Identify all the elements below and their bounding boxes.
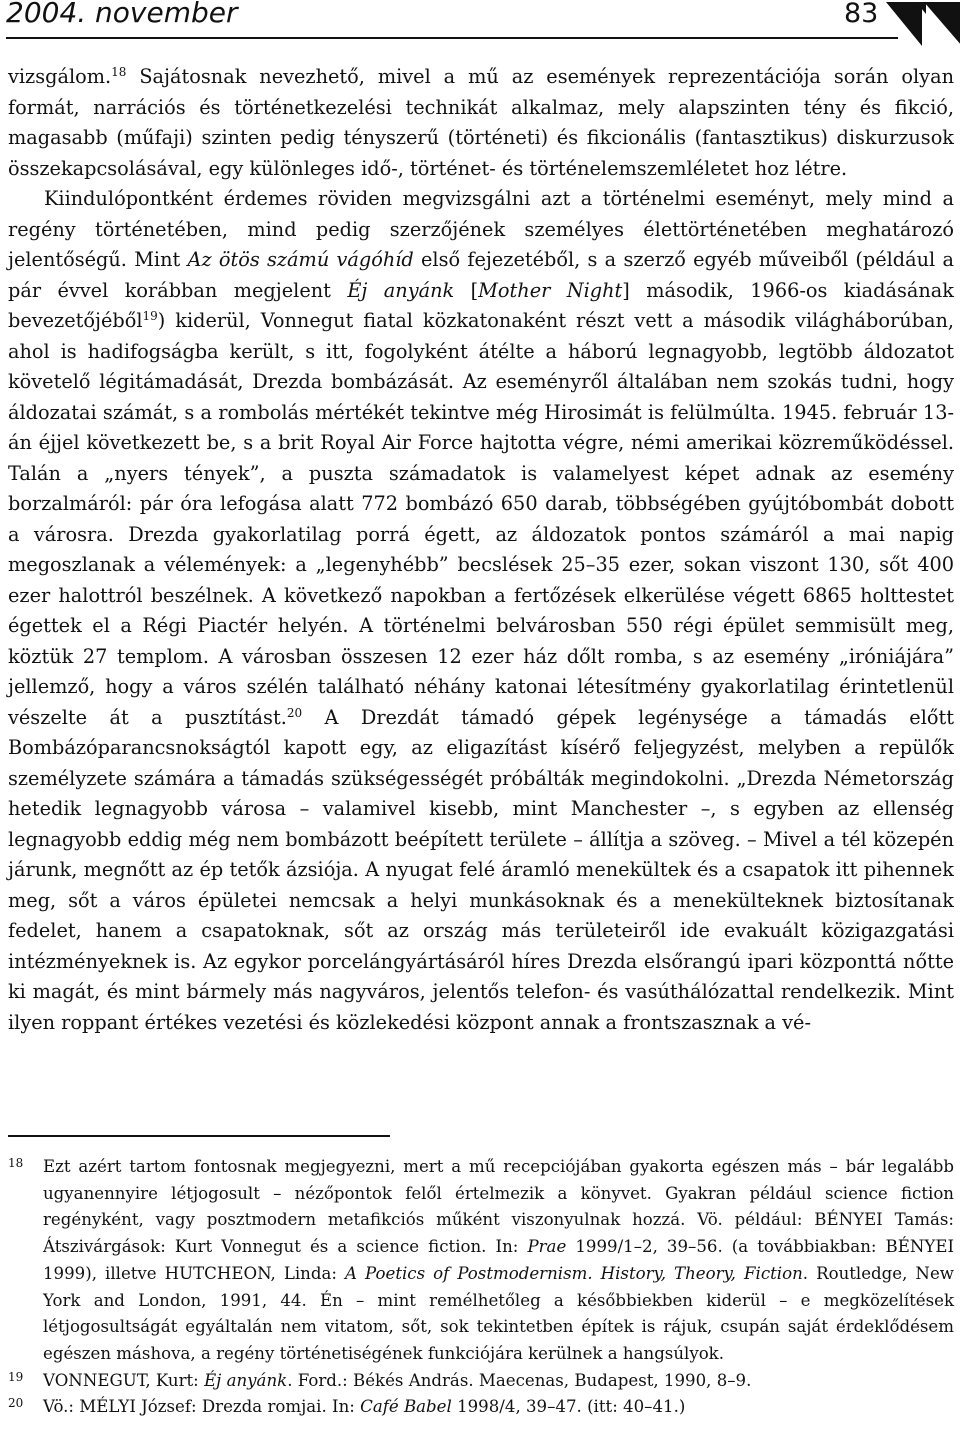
book-title: Mother Night — [478, 278, 623, 302]
footnotes — [8, 1154, 954, 1421]
book-title: Éj anyánk — [347, 278, 455, 302]
text-run: Kiindulópontként érdemes röviden megvizsgálni azt a történelmi eseményt, mely mind a regény történetében, mind pedig szerzőjének személyes élettörténetében meghatározó jelentőségű. Mint — [8, 187, 954, 271]
text-run: ) kiderül, Vonnegut fiatal közkatonaként részt vett a második világháborúban, ahol is hadifogságba került, s itt, fogolyként átélte a háború legnagyobb, legtöbb áldozatot követelő légitámadását, Drezda bombázását. Az eseményről általában nem szokás tudni, hogy áldozatai számát, s a rombolás mértékét tekintve még Hirosimát is felülmúlta. 1945. február 13-án éjjel következett be, s a brit Royal Air Force hajtotta végre, némi amerikai közreműködéssel. Talán a „nyers tények”, a puszta számadatok is valamelyest képet adnak az esemény borzalmáról: pár óra lefogása alatt 772 bombázó 650 darab, többségében gyújtóbombát dobott a városra. Drezda gyakorlatilag porrá égett, az áldozatok pontos számáról a mai napig megoszlanak a vélemények: a „legenyhébb” becslések 25–35 ezer, sokan viszont 130, sőt 400 ezer halottról beszélnek. A következő napokban a fertőzések elkerülése végett 6865 holttestet égettek el a Régi Piactér helyén. A történelmi belvárosban 550 régi épület semmisült meg, köztük 27 templom. A városban összesen 12 ezer ház dőlt romba, s az esemény „iróniájára” jellemző, hogy a város szélén található néhány katonai létesítmény gyakorlatilag érintetlenül vészelte át a pusztítást. — [8, 309, 954, 729]
book-title: Éj anyánk — [204, 1370, 288, 1390]
footnote-ref-20: 20 — [286, 705, 303, 720]
text-run: vizsgálom. — [8, 65, 112, 88]
text-run: 1998/4, 39–47. (itt: 40–41.) — [451, 1397, 686, 1417]
paragraph-1 — [8, 62, 954, 184]
text-run: [ — [454, 278, 479, 302]
text-run: A Drezdát támadó gépek legénysége a támadás előtt Bombázóparancsnokságtól kapott egy, az eligazítást kísérő feljegyzést, melyben a repülők személyzete számára a támadás szükségességét próbálták megindokolni. „Drezda Németország hetedik legnagyobb városa – valamivel kisebb, mint Manchester –, s egyben az ellenség legnagyobb eddig még nem bombázott beépített területe – állítja a szöveg. – Mivel a tél közepén járunk, megnőtt az ép tetők ázsiója. A nyugat felé áramló menekültek és a csapatok itt pihennek meg, sőt a város épületei nemcsak a helyi munkásoknak és a menekülteknek biztosítanak fedelet, hanem a csapatoknak, sőt az ország más területeiről ide evakuált közigazgatási intézményeknek is. Az egykor porcelángyártásáról híres Drezda elsőrangú ipari központtá nőtte ki magát, és mint bármely más nagyváros, jelentős telefon- és vasúthálózattal rendelkezik. Mint ilyen roppant értékes vezetési és közlekedési központ annak a frontszasznak a vé- — [8, 705, 954, 1034]
header-date: 2004. november — [6, 0, 238, 29]
header-rule — [6, 37, 898, 39]
footnote-text — [43, 1154, 954, 1368]
page-number: 83 — [844, 0, 879, 29]
footnote-text — [43, 1394, 954, 1421]
running-header — [6, 0, 956, 38]
text-run: Vö.: MÉLYI József: Drezda romjai. In: — [43, 1397, 361, 1417]
journal-title: Café Babel — [360, 1397, 452, 1417]
text-run: . Ford.: Békés András. Maecenas, Budapest, 1990, 8–9. — [287, 1370, 752, 1390]
footnote-text — [43, 1368, 954, 1395]
journal-logo-triangles-icon — [886, 2, 960, 46]
journal-title: Prae — [527, 1237, 567, 1257]
text-run: VONNEGUT, Kurt: — [43, 1370, 205, 1390]
footnote-separator — [8, 1135, 390, 1137]
footnote-18 — [8, 1154, 954, 1368]
text-run: Sajátosnak nevezhető, mivel a mű az események reprezentációja során olyan formát, narrációs és történetkezelési technikát alkalmaz, mely alapszinten tény és fikció, magasabb (műfaji) szinten pedig tényszerű (történeti) és fikcionális (fantasztikus) diskurzusok összekapcsolásával, egy különleges idő-, történet- és történelemszemléletet hoz létre. — [8, 65, 954, 180]
text-run: . Routledge, New York and London, 1991, 44. Én – mint remélhetőleg a későbbiekben kiderül – e megközelítések létjogosultságát egyáltalán nem vitatom, sőt, sok tekintetben építek is rájuk, csupán saját érdeklődésem egészen máshova, a regény történetiségének funkciójára kerülnek a hangsúlyok. — [43, 1263, 954, 1363]
footnote-ref-19: 19 — [142, 309, 158, 323]
text-run: 1999/1–2, 39–56. (a továbbiakban: BÉNYEI 1999), illetve HUTCHEON, Linda: — [43, 1237, 954, 1283]
main-text — [8, 62, 954, 1038]
paragraph-2 — [8, 184, 954, 1038]
book-title: A Poetics of Postmodernism. History, Theory, Fiction — [345, 1263, 803, 1283]
footnote-ref-18: 18 — [111, 65, 127, 79]
footnote-19 — [8, 1368, 954, 1395]
book-title: Az ötös számú vágóhíd — [187, 248, 414, 271]
footnote-20 — [8, 1394, 954, 1421]
text-run: első fejezetéből, s a szerző egyéb műveiből (például a pár évvel korábban megjelent — [8, 248, 954, 302]
footnote-number: 20 — [8, 1396, 24, 1411]
footnote-number: 18 — [8, 1156, 24, 1170]
text-run: ] második, 1966-os kiadásának bevezetőjéből — [8, 278, 954, 332]
footnote-number: 19 — [8, 1369, 24, 1384]
text-run: Ezt azért tartom fontosnak megjegyezni, mert a mű recepciójában gyakorta egészen más – bár legalább ugyanennyire létjogosult – nézőpontok felől értelmezik a könyvet. Gyakran például science fiction regényként, vagy posztmodern metafikciós műként viszonyulnak hozzá. Vö. például: BÉNYEI Tamás: Átszivárgások: Kurt Vonnegut és a science fiction. In: — [43, 1157, 954, 1257]
